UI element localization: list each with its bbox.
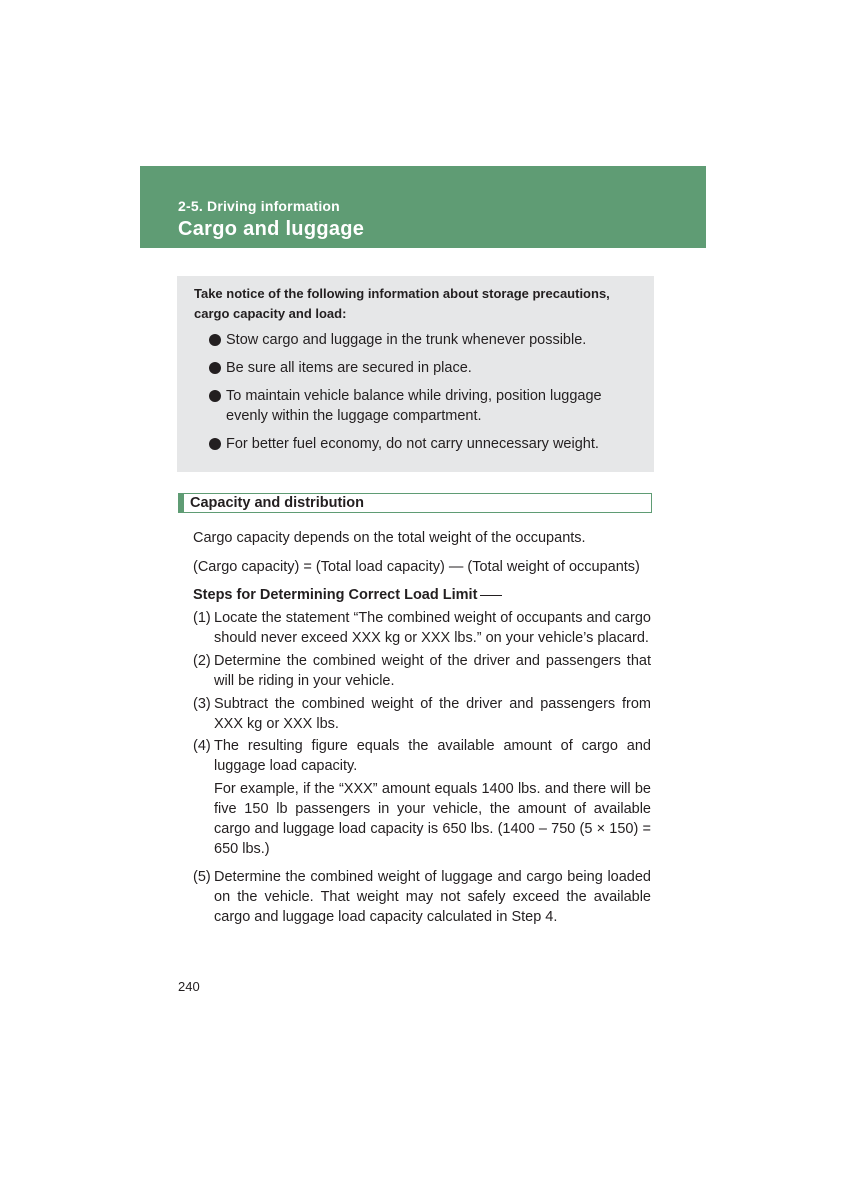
step-text: Locate the statement “The combined weight of occupants and cargo should never exceed XXX kg or XXX lbs.” on your vehicle’s placard. — [214, 610, 651, 646]
bullet-icon — [209, 390, 221, 402]
step-4 — [193, 736, 651, 776]
notice-intro: Take notice of the following information about storage precautions, cargo capacity and load: — [194, 286, 610, 321]
step-text: Subtract the combined weight of the driver and passengers from XXX kg or XXX lbs. — [214, 696, 651, 732]
page-number: 240 — [178, 979, 200, 994]
page-title: Cargo and luggage — [178, 218, 365, 240]
list-item-text: Be sure all items are secured in place. — [226, 360, 472, 376]
step-text: The resulting figure equals the available amount of cargo and luggage load capacity. — [214, 738, 651, 774]
list-item-text: For better fuel economy, do not carry unnecessary weight. — [226, 436, 599, 452]
capacity-formula: (Cargo capacity) = (Total load capacity) — (Total weight of occupants) — [193, 559, 640, 575]
steps-title-text: Steps for Determining Correct Load Limit — [193, 587, 478, 603]
notice-list — [209, 330, 639, 462]
step-number: (3) — [193, 696, 211, 712]
bullet-icon — [209, 362, 221, 374]
step-number: (1) — [193, 610, 211, 626]
section-header-band — [140, 166, 706, 248]
step-text: Determine the combined weight of the driver and passengers that will be riding in your vehicle. — [214, 653, 651, 689]
step-number: (2) — [193, 653, 211, 669]
step-1 — [193, 608, 651, 648]
step-4-example: For example, if the “XXX” amount equals 1400 lbs. and there will be five 150 lb passengers in your vehicle, the amount of available cargo and luggage load capacity is 650 lbs. (1400 – 750 (5 × 150) = 650 lbs.) — [214, 781, 651, 857]
list-item — [209, 358, 639, 378]
step-2 — [193, 651, 651, 691]
step-number: (5) — [193, 869, 211, 885]
step-number: (4) — [193, 738, 211, 754]
subsection-heading-text: Capacity and distribution — [190, 495, 365, 511]
step-text: Determine the combined weight of luggage and cargo being loaded on the vehicle. That weight may not safely exceed the available cargo and luggage load capacity calculated in Step 4. — [214, 869, 651, 925]
list-item — [209, 330, 639, 350]
list-item — [209, 434, 639, 454]
list-item-text: To maintain vehicle balance while driving, position luggage evenly within the luggage compartment. — [226, 388, 602, 424]
list-item — [209, 386, 639, 426]
list-item-text: Stow cargo and luggage in the trunk whenever possible. — [226, 332, 587, 348]
step-5 — [193, 867, 651, 927]
title-rule — [480, 595, 502, 596]
capacity-paragraph: Cargo capacity depends on the total weight of the occupants. — [193, 530, 586, 546]
subsection-heading — [178, 493, 652, 513]
step-3 — [193, 694, 651, 734]
bullet-icon — [209, 334, 221, 346]
section-number: 2-5. Driving information — [178, 198, 340, 214]
steps-title — [193, 585, 502, 605]
bullet-icon — [209, 438, 221, 450]
notice-box — [177, 276, 654, 472]
